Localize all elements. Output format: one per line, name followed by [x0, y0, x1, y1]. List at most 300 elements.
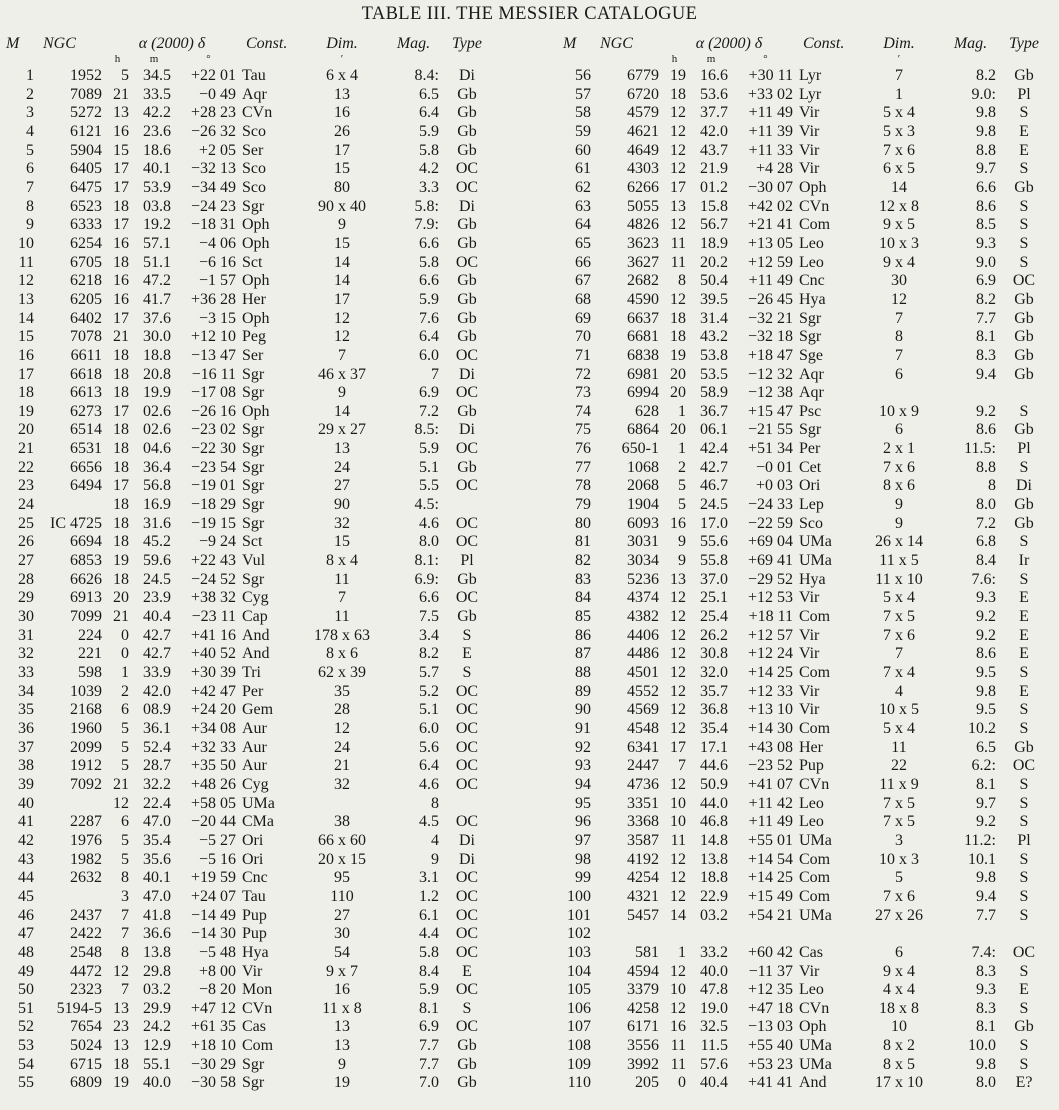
ra-minutes: 24.5 — [143, 570, 171, 588]
ra-hours: 17 — [113, 160, 129, 178]
table-row — [0, 384, 493, 403]
messier-number: 44 — [18, 869, 34, 887]
messier-number: 81 — [575, 533, 591, 551]
object-type — [441, 496, 493, 515]
messier-number: 79 — [575, 496, 591, 514]
dimension: 95 — [334, 869, 350, 887]
magnitude: 3.3 — [419, 178, 439, 196]
declination: +4 28 — [755, 160, 793, 178]
dimension: 9 — [895, 514, 903, 532]
table-row — [0, 944, 493, 963]
ra-hours: 13 — [670, 570, 686, 588]
dimension: 7 x 5 — [883, 794, 915, 812]
ra-minutes: 55.8 — [700, 552, 728, 570]
declination: +58 05 — [190, 794, 236, 812]
table-row — [0, 533, 493, 552]
messier-number: 9 — [26, 216, 34, 234]
object-type: OC — [455, 719, 479, 737]
dimension: 22 — [891, 757, 907, 775]
declination: −24 33 — [747, 496, 793, 514]
unit-arcmin: ′ — [340, 53, 344, 65]
magnitude: 10.0 — [968, 1037, 996, 1055]
table-row — [0, 310, 493, 329]
ra-minutes: 36.4 — [143, 458, 171, 476]
unit-minutes: m — [706, 53, 716, 65]
dimension: 4 — [895, 682, 903, 700]
declination: +12 10 — [190, 328, 236, 346]
magnitude: 8.4 — [419, 962, 439, 980]
table-row — [0, 104, 493, 123]
ngc-number: 4254 — [627, 869, 659, 887]
ra-hours: 19 — [113, 552, 129, 570]
ra-hours: 16 — [113, 122, 129, 140]
dimension: 7 x 5 — [883, 813, 915, 831]
object-type: Pl — [1017, 85, 1031, 103]
ra-hours: 1 — [678, 402, 686, 420]
table-row — [557, 627, 1050, 646]
messier-number: 65 — [575, 234, 591, 252]
constellation: Ori — [242, 831, 264, 849]
constellation: Cas — [799, 943, 823, 961]
ngc-number: 6514 — [70, 421, 102, 439]
table-row — [557, 310, 1050, 329]
declination: −22 59 — [747, 514, 793, 532]
ra-minutes: 56.7 — [700, 216, 728, 234]
ra-hours: 12 — [670, 701, 686, 719]
messier-number: 97 — [575, 831, 591, 849]
ra-hours: 18 — [113, 197, 129, 215]
table-row — [0, 515, 493, 534]
messier-number: 46 — [18, 906, 34, 924]
ra-hours: 2 — [678, 458, 686, 476]
unit-degrees: ° — [763, 53, 768, 65]
messier-table-right — [557, 34, 1050, 1093]
ngc-number: 5055 — [627, 197, 659, 215]
ra-hours: 18 — [113, 346, 129, 364]
table-row — [0, 291, 493, 310]
table-row — [0, 552, 493, 571]
ra-hours: 6 — [121, 813, 129, 831]
table-row — [0, 254, 493, 273]
table-row — [0, 347, 493, 366]
dimension: 9 — [338, 1055, 346, 1073]
constellation: Sgr — [242, 1055, 265, 1073]
declination: −22 30 — [190, 440, 236, 458]
object-type: OC — [1012, 272, 1036, 290]
object-type: Gb — [1014, 67, 1034, 84]
ngc-number: 4621 — [627, 122, 659, 140]
table-row — [557, 421, 1050, 440]
ra-minutes: 17.0 — [700, 514, 728, 532]
dimension: 14 — [891, 178, 907, 196]
object-type: Gb — [457, 272, 477, 290]
dimension: 10 x 3 — [879, 234, 919, 252]
declination: −32 13 — [190, 160, 236, 178]
ra-minutes: 28.7 — [143, 757, 171, 775]
messier-number: 56 — [575, 67, 591, 84]
ra-minutes: 22.9 — [700, 887, 728, 905]
dimension: 11 x 9 — [879, 775, 919, 793]
ngc-number: 6779 — [627, 67, 659, 84]
declination: −30 07 — [747, 178, 793, 196]
ra-hours: 5 — [121, 67, 129, 84]
constellation: Per — [799, 440, 821, 458]
ra-hours: 12 — [670, 589, 686, 607]
dimension: 12 — [334, 719, 350, 737]
dimension: 14 — [334, 402, 350, 420]
messier-number: 38 — [18, 757, 34, 775]
ngc-number: 2422 — [70, 925, 102, 943]
messier-number: 26 — [18, 533, 34, 551]
messier-number: 48 — [18, 943, 34, 961]
ra-minutes: 13.8 — [143, 943, 171, 961]
declination: +41 41 — [747, 1074, 793, 1092]
ra-hours: 16 — [670, 1018, 686, 1036]
ra-minutes: 20.2 — [700, 253, 728, 271]
messier-number: 109 — [567, 1055, 591, 1073]
dimension: 6 x 5 — [883, 160, 915, 178]
messier-number: 110 — [567, 1074, 591, 1092]
dimension: 6 — [895, 421, 903, 439]
object-type: S — [1019, 1037, 1029, 1055]
dimension: 17 — [334, 141, 350, 159]
ngc-number: 6913 — [70, 589, 102, 607]
dimension: 7 — [895, 67, 903, 84]
messier-number: 106 — [567, 999, 591, 1017]
ra-minutes: 42.0 — [700, 122, 728, 140]
table-row — [0, 963, 493, 982]
table-row — [557, 1056, 1050, 1075]
magnitude: 7.7 — [976, 309, 996, 327]
ngc-number: IC 4725 — [50, 514, 102, 532]
constellation: Com — [799, 216, 831, 234]
ngc-number: 4472 — [70, 962, 102, 980]
constellation: Ori — [242, 850, 264, 868]
magnitude: 6.6 — [419, 272, 439, 290]
object-type: OC — [455, 160, 479, 178]
table-row — [557, 440, 1050, 459]
declination: −14 49 — [190, 906, 236, 924]
dimension: 8 x 2 — [883, 1037, 915, 1055]
ngc-number: 221 — [78, 645, 102, 663]
dimension: 21 — [334, 757, 350, 775]
messier-number: 64 — [575, 216, 591, 234]
magnitude: 9.8 — [976, 1055, 996, 1073]
dimension: 9 — [338, 384, 346, 402]
declination: +47 18 — [747, 999, 793, 1017]
magnitude: 8.3 — [976, 999, 996, 1017]
table-row — [557, 515, 1050, 534]
magnitude: 9.8 — [976, 869, 996, 887]
constellation: Peg — [242, 328, 266, 346]
magnitude: 8.1 — [976, 1018, 996, 1036]
object-type: E — [1019, 608, 1029, 626]
object-type: Gb — [457, 234, 477, 252]
ra-hours: 13 — [113, 104, 129, 122]
ra-minutes: 40.0 — [143, 1074, 171, 1092]
magnitude: 8.6 — [976, 197, 996, 215]
messier-number: 98 — [575, 850, 591, 868]
messier-number: 101 — [567, 906, 591, 924]
magnitude: 9.2 — [976, 402, 996, 420]
magnitude: 10.2 — [968, 719, 996, 737]
table-row — [0, 421, 493, 440]
object-type: S — [1019, 1055, 1029, 1073]
magnitude: 6.6 — [419, 589, 439, 607]
table-row — [0, 142, 493, 161]
magnitude: 5.8: — [414, 197, 439, 215]
dimension: 29 x 27 — [318, 421, 366, 439]
magnitude: 9.3 — [976, 981, 996, 999]
ra-minutes: 40.1 — [143, 869, 171, 887]
declination: −30 58 — [190, 1074, 236, 1092]
declination: +61 35 — [190, 1018, 236, 1036]
constellation: Vir — [799, 626, 820, 644]
messier-number: 12 — [18, 272, 34, 290]
table-row — [557, 291, 1050, 310]
dimension: 11 — [891, 738, 907, 756]
object-type: Gb — [457, 141, 477, 159]
object-type: S — [462, 626, 472, 644]
constellation: Oph — [242, 234, 270, 252]
dimension: 7 — [895, 309, 903, 327]
ngc-number: 6205 — [70, 290, 102, 308]
object-type: OC — [455, 533, 479, 551]
ra-minutes: 47.0 — [143, 813, 171, 831]
dimension: 18 x 8 — [879, 999, 919, 1017]
dimension: 7 x 6 — [883, 626, 915, 644]
ra-minutes: 42.7 — [143, 626, 171, 644]
header-row — [557, 34, 1050, 54]
table-row — [0, 1074, 493, 1093]
messier-number: 23 — [18, 477, 34, 495]
ra-hours: 5 — [121, 757, 129, 775]
constellation: Leo — [799, 813, 824, 831]
messier-number: 54 — [18, 1055, 34, 1073]
declination: −12 38 — [747, 384, 793, 402]
table-row — [557, 216, 1050, 235]
messier-number: 82 — [575, 552, 591, 570]
messier-number: 10 — [18, 234, 34, 252]
dimension — [855, 384, 943, 403]
table-row — [557, 981, 1050, 1000]
ra-minutes: 35.6 — [143, 850, 171, 868]
magnitude: 11.2: — [964, 831, 996, 849]
declination: +11 42 — [748, 794, 793, 812]
object-type: S — [462, 999, 472, 1017]
table-row — [0, 851, 493, 870]
ra-hours: 5 — [121, 831, 129, 849]
ngc-number: 6405 — [70, 160, 102, 178]
dimension: 24 — [334, 738, 350, 756]
ngc-number: 1912 — [70, 757, 102, 775]
ra-minutes: 52.4 — [143, 738, 171, 756]
ra-hours: 12 — [670, 850, 686, 868]
table-row — [557, 347, 1050, 366]
declination: −17 08 — [190, 384, 236, 402]
ra-minutes: 53.9 — [143, 178, 171, 196]
ra-minutes: 32.5 — [700, 1018, 728, 1036]
table-row — [557, 963, 1050, 982]
object-type: S — [1019, 664, 1029, 681]
dimension: 13 — [334, 1018, 350, 1036]
magnitude: 7 — [431, 365, 439, 383]
ngc-number: 7089 — [70, 85, 102, 103]
ngc-number: 4569 — [627, 701, 659, 719]
object-type: S — [1019, 850, 1029, 868]
table-row — [0, 1056, 493, 1075]
messier-number: 35 — [18, 701, 34, 719]
magnitude: 6.6 — [419, 234, 439, 252]
ra-minutes: 42.7 — [700, 458, 728, 476]
constellation: Ori — [799, 477, 821, 495]
messier-number: 84 — [575, 589, 591, 607]
col-header-type: Type — [1009, 35, 1039, 52]
declination: −20 44 — [190, 813, 236, 831]
object-type: OC — [455, 1018, 479, 1036]
dimension: 10 x 3 — [879, 850, 919, 868]
rows-left — [0, 67, 493, 1093]
ra-hours: 18 — [113, 496, 129, 514]
declination: +12 24 — [747, 645, 793, 663]
ngc-number: 7078 — [70, 328, 102, 346]
ngc-number: 1904 — [627, 496, 659, 514]
ra-minutes: 33.9 — [143, 664, 171, 681]
declination: +14 25 — [747, 869, 793, 887]
constellation: Aqr — [799, 365, 824, 383]
ra-minutes: 42.2 — [143, 104, 171, 122]
declination: −0 01 — [755, 458, 793, 476]
messier-number: 107 — [567, 1018, 591, 1036]
ra-minutes: 19.2 — [143, 216, 171, 234]
constellation: Oph — [242, 402, 270, 420]
magnitude: 7.4: — [971, 943, 996, 961]
constellation: CVn — [242, 104, 273, 122]
ra-minutes: 51.1 — [143, 253, 171, 271]
constellation: And — [799, 1074, 827, 1092]
ra-hours: 18 — [670, 309, 686, 327]
ngc-number: 1982 — [70, 850, 102, 868]
constellation: Oph — [799, 178, 827, 196]
ra-hours: 17 — [670, 178, 686, 196]
ra-minutes: 36.1 — [143, 719, 171, 737]
dimension: 13 — [334, 440, 350, 458]
table-row — [0, 795, 493, 814]
ra-minutes: 18.8 — [700, 869, 728, 887]
table-row — [0, 1000, 493, 1019]
object-type: OC — [455, 178, 479, 196]
messier-number: 47 — [18, 925, 34, 943]
messier-number: 76 — [575, 440, 591, 458]
dimension: 10 x 9 — [879, 402, 919, 420]
magnitude: 8.2 — [419, 645, 439, 663]
ra-hours: 12 — [670, 160, 686, 178]
table-row — [557, 496, 1050, 515]
magnitude: 7.0 — [419, 1074, 439, 1092]
magnitude: 8.4: — [414, 67, 439, 84]
object-type: Pl — [1017, 831, 1031, 849]
messier-number: 83 — [575, 570, 591, 588]
ra-minutes: 23.6 — [143, 122, 171, 140]
ngc-number: 6475 — [70, 178, 102, 196]
declination: +0 03 — [755, 477, 793, 495]
ngc-number: 3368 — [627, 813, 659, 831]
object-type: E — [1019, 981, 1029, 999]
constellation: Tau — [242, 67, 266, 84]
ra-hours: 14 — [670, 906, 686, 924]
col-header-mag: Mag. — [953, 35, 988, 52]
col-header-const: Const. — [246, 35, 288, 52]
dimension: 11 x 5 — [879, 552, 919, 570]
magnitude: 8.6 — [976, 421, 996, 439]
object-type: Gb — [457, 1055, 477, 1073]
ra-minutes: 30.0 — [143, 328, 171, 346]
ra-hours: 19 — [113, 1074, 129, 1092]
ra-minutes: 25.1 — [700, 589, 728, 607]
catalog-left-half — [0, 34, 493, 1093]
dimension: 15 — [334, 234, 350, 252]
dimension: 32 — [334, 514, 350, 532]
ra-minutes: 36.8 — [700, 701, 728, 719]
ra-minutes: 25.4 — [700, 608, 728, 626]
unit-degrees: ° — [206, 53, 211, 65]
magnitude: 7.9: — [414, 216, 439, 234]
ngc-number: 5457 — [627, 906, 659, 924]
object-type: S — [1019, 197, 1029, 215]
constellation: Cyg — [242, 775, 269, 793]
messier-number: 29 — [18, 589, 34, 607]
unit-hours: h — [114, 53, 121, 65]
ra-hours: 23 — [113, 1018, 129, 1036]
object-type: OC — [455, 701, 479, 719]
messier-number: 52 — [18, 1018, 34, 1036]
magnitude: 4 — [431, 831, 439, 849]
dimension: 7 x 4 — [883, 664, 915, 681]
messier-number: 59 — [575, 122, 591, 140]
magnitude: 6.2: — [971, 757, 996, 775]
messier-number: 73 — [575, 384, 591, 402]
ra-minutes: 42.4 — [700, 440, 728, 458]
object-type: S — [1019, 160, 1029, 178]
ngc-number: 6720 — [627, 85, 659, 103]
messier-number: 1 — [26, 67, 34, 84]
table-row — [0, 328, 493, 347]
ngc-number: 224 — [78, 626, 102, 644]
declination: +60 42 — [747, 943, 793, 961]
ngc-number — [37, 795, 104, 814]
messier-number: 2 — [26, 85, 34, 103]
constellation: UMa — [242, 794, 275, 812]
messier-number: 37 — [18, 738, 34, 756]
object-type: E — [1019, 122, 1029, 140]
constellation: Her — [242, 290, 266, 308]
ra-minutes: 19.0 — [700, 999, 728, 1017]
col-header-dim: Dim. — [883, 35, 915, 52]
constellation: Per — [242, 682, 264, 700]
object-type: S — [1019, 887, 1029, 905]
declination: +32 33 — [190, 738, 236, 756]
table-row — [557, 720, 1050, 739]
ra-minutes: 45.2 — [143, 533, 171, 551]
ra-hours: 12 — [670, 719, 686, 737]
magnitude: 9.2 — [976, 608, 996, 626]
dimension: 11 — [334, 570, 350, 588]
constellation: Gem — [242, 701, 274, 719]
dimension: 24 — [334, 458, 350, 476]
table-row — [0, 664, 493, 683]
object-type: Gb — [1014, 365, 1034, 383]
constellation: And — [242, 626, 270, 644]
